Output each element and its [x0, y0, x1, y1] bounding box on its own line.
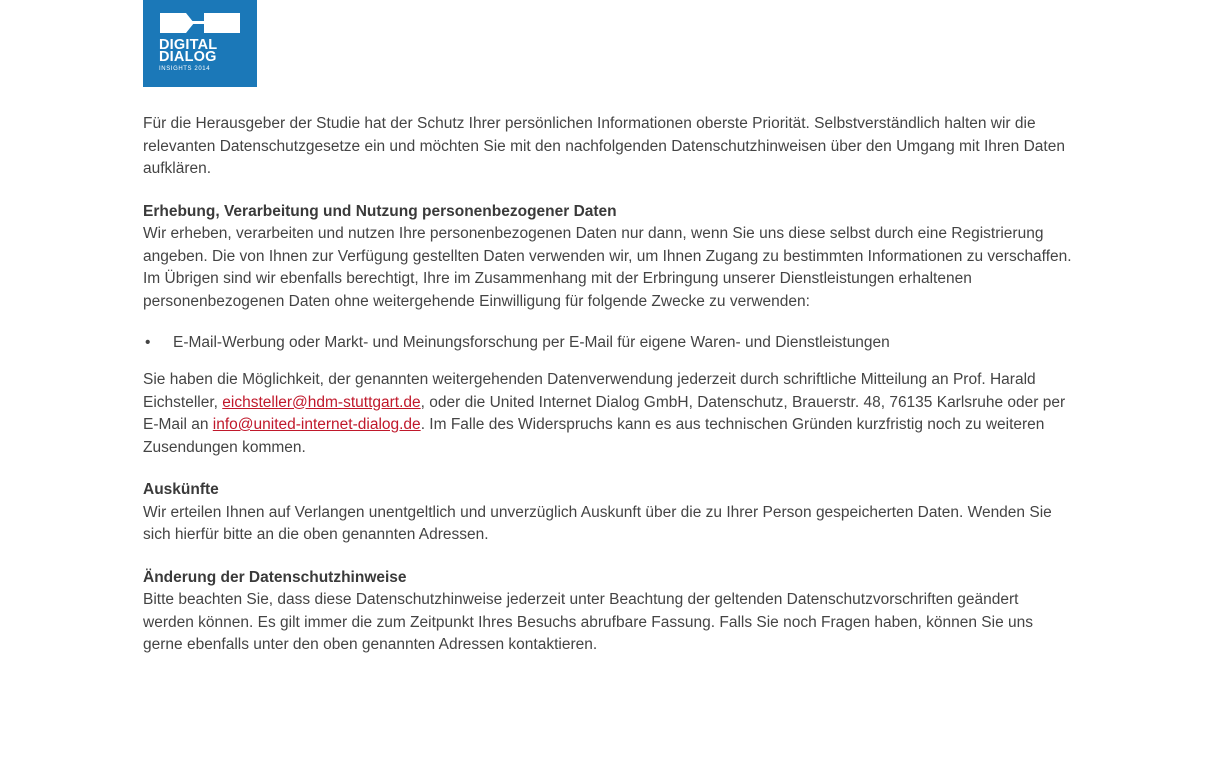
section-heading: Änderung der Datenschutzhinweise — [143, 568, 407, 586]
intro-paragraph: Für die Herausgeber der Studie hat der Schutz Ihrer persönlichen Informationen oberste Priorität. Selbstverständlich halten wir die relevanten Datenschutzgesetze ein und möchten Sie mit den nachfolgenden Datenschutzhinweisen über den Umgang mit Ihren Daten aufklären. — [143, 115, 1065, 177]
section-changes — [143, 567, 1073, 657]
section-data-processing — [143, 201, 1073, 354]
section-body: Bitte beachten Sie, dass diese Datenschutzhinweise jederzeit unter Beachtung der geltenden Datenschutzvorschriften geändert werden können. Es gilt immer die zum Zeitpunkt Ihres Besuchs abrufbare Fassung. Falls Sie noch Fragen haben, können Sie uns gerne ebenfalls unter den oben genannten Adressen kontaktieren. — [143, 591, 1034, 653]
logo-text-line1: DIGITAL — [159, 37, 218, 53]
logo-text-line2: DIALOG — [159, 49, 217, 65]
email-link-eichsteller[interactable]: eichsteller@hdm-stuttgart.de — [222, 393, 421, 411]
privacy-page — [143, 0, 1073, 657]
objection-text-3: . Im Falle des Widerspruchs kann es aus technischen Gründen kurzfristig noch zu weiteren Zusendungen kommen. — [143, 416, 1045, 456]
objection-text-1: Sie haben die Möglichkeit, der genannten weitergehenden Datenverwendung jederzeit durch schriftliche Mitteilung an Prof. Harald Eichsteller, — [143, 371, 1036, 411]
section-body: Wir erteilen Ihnen auf Verlangen unentgeltlich und unverzüglich Auskunft über die zu Ihrer Person gespeicherten Daten. Wenden Sie sich hierfür bitte an die oben genannten Adressen. — [143, 503, 1052, 543]
section-heading: Erhebung, Verarbeitung und Nutzung personenbezogener Daten — [143, 202, 617, 220]
list-item — [145, 333, 1073, 353]
objection-text-2: , oder die United Internet Dialog GmbH, Datenschutz, Brauerstr. 48, 76135 Karlsruhe oder per E-Mail an — [143, 393, 1066, 433]
digital-dialog-logo — [143, 0, 257, 87]
objection-paragraph — [143, 369, 1073, 459]
logo-mark-icon — [160, 12, 240, 34]
section-body: Wir erheben, verarbeiten und nutzen Ihre personenbezogenen Daten nur dann, wenn Sie uns diese selbst durch eine Registrierung angeben. Die von Ihnen zur Verfügung gestellten Daten verwenden wir, um Ihnen Zugang zu bestimmten Informationen zu verschaffen. Im Übrigen sind wir ebenfalls berechtigt, Ihre im Zusammenhang mit der Erbringung unserer Dienstleistungen erhaltenen personenbezogenen Daten ohne weitergehende Einwilligung für folgende Zwecke zu verwenden: — [143, 225, 1072, 310]
section-information — [143, 479, 1073, 547]
bullet-icon: • — [145, 334, 151, 351]
list-item-text: E-Mail-Werbung oder Markt- und Meinungsforschung per E-Mail für eigene Waren- und Dienstleistungen — [173, 334, 890, 351]
logo-text-line3: INSIGHTS 2014 — [159, 66, 211, 72]
purpose-list — [143, 333, 1073, 353]
section-heading: Auskünfte — [143, 481, 219, 498]
email-link-united-internet[interactable]: info@united-internet-dialog.de — [212, 416, 421, 433]
